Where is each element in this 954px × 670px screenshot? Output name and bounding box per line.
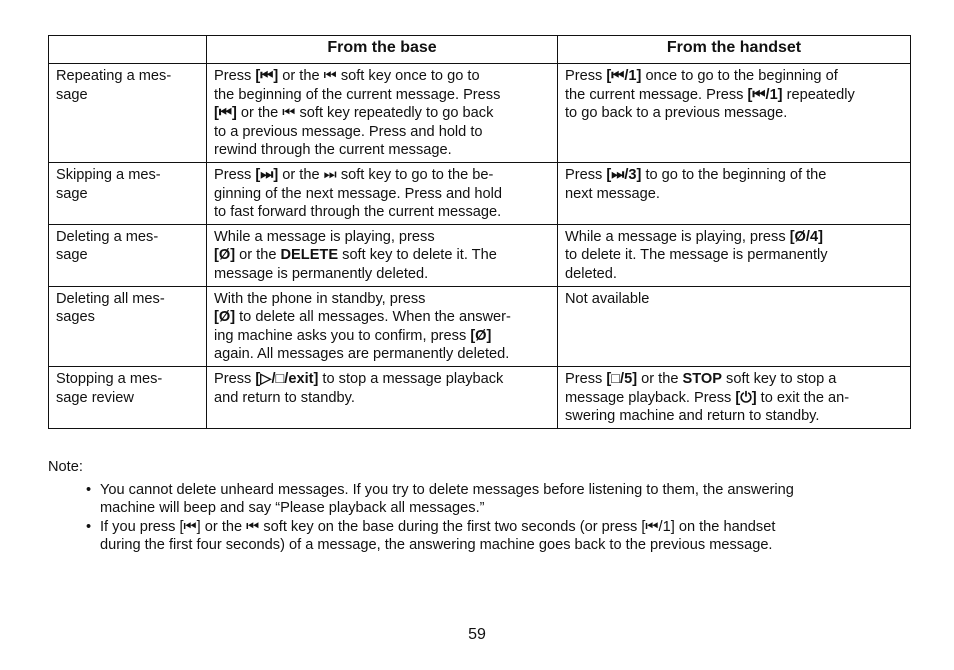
base-instruction-cell: Press [⏮] or the ⏮ soft key once to go to the beginning of the current message. Press [⏮] or the ⏮ soft key repeatedly to go back to a previous message. Press and hold to rewind through the current message. bbox=[207, 64, 558, 163]
table-header-row bbox=[49, 36, 911, 64]
header-from-handset: From the handset bbox=[558, 36, 911, 64]
row-label-cell: Repeating a mes- sage bbox=[49, 64, 207, 163]
base-instruction-cell: Press [▷/□/exit] to stop a message playback and return to standby. bbox=[207, 366, 558, 428]
header-action bbox=[49, 36, 207, 64]
base-instruction-cell: With the phone in standby, press [Ø] to delete all messages. When the answer- ing machine asks you to confirm, press [Ø] again. All messages are permanently deleted. bbox=[207, 286, 558, 366]
handset-instruction-cell: Press [⏮/1] once to go to the beginning of the current message. Press [⏮/1] repeatedly to go back to a previous message. bbox=[558, 64, 911, 163]
handset-instruction-cell: Not available bbox=[558, 286, 911, 366]
message-playback-table bbox=[48, 35, 911, 429]
note-section bbox=[48, 458, 908, 555]
row-label-cell: Stopping a mes- sage review bbox=[49, 366, 207, 428]
base-instruction-cell: Press [⏭] or the ⏭ soft key to go to the be- ginning of the next message. Press and hold to fast forward through the current message. bbox=[207, 162, 558, 224]
note-item: • You cannot delete unheard messages. If you try to delete messages before listening to them, the answering machine will beep and say “Please playback all messages.” bbox=[100, 481, 908, 518]
row-label-cell: Skipping a mes- sage bbox=[49, 162, 207, 224]
handset-instruction-cell: Press [□/5] or the STOP soft key to stop a message playback. Press [⏻] to exit the an- swering machine and return to standby. bbox=[558, 366, 911, 428]
row-label-cell: Deleting all mes- sages bbox=[49, 286, 207, 366]
note-item: • If you press [⏮] or the ⏮ soft key on the base during the first two seconds (or press [⏮/1] on the handset during the first four seconds) of a message, the answering machine goes back to the previous message. bbox=[100, 518, 908, 555]
header-from-base: From the base bbox=[207, 36, 558, 64]
handset-instruction-cell: Press [⏭/3] to go to the beginning of the next message. bbox=[558, 162, 911, 224]
table-row bbox=[49, 64, 911, 163]
table-row bbox=[49, 162, 911, 224]
handset-instruction-cell: While a message is playing, press [Ø/4] to delete it. The message is permanently deleted. bbox=[558, 224, 911, 286]
note-title: Note: bbox=[48, 459, 83, 475]
base-instruction-cell: While a message is playing, press [Ø] or the DELETE soft key to delete it. The message is permanently deleted. bbox=[207, 224, 558, 286]
row-label-cell: Deleting a mes- sage bbox=[49, 224, 207, 286]
table-row bbox=[49, 224, 911, 286]
table-row bbox=[49, 366, 911, 428]
page-number: 59 bbox=[468, 626, 486, 643]
table-row bbox=[49, 286, 911, 366]
note-list bbox=[48, 481, 908, 555]
